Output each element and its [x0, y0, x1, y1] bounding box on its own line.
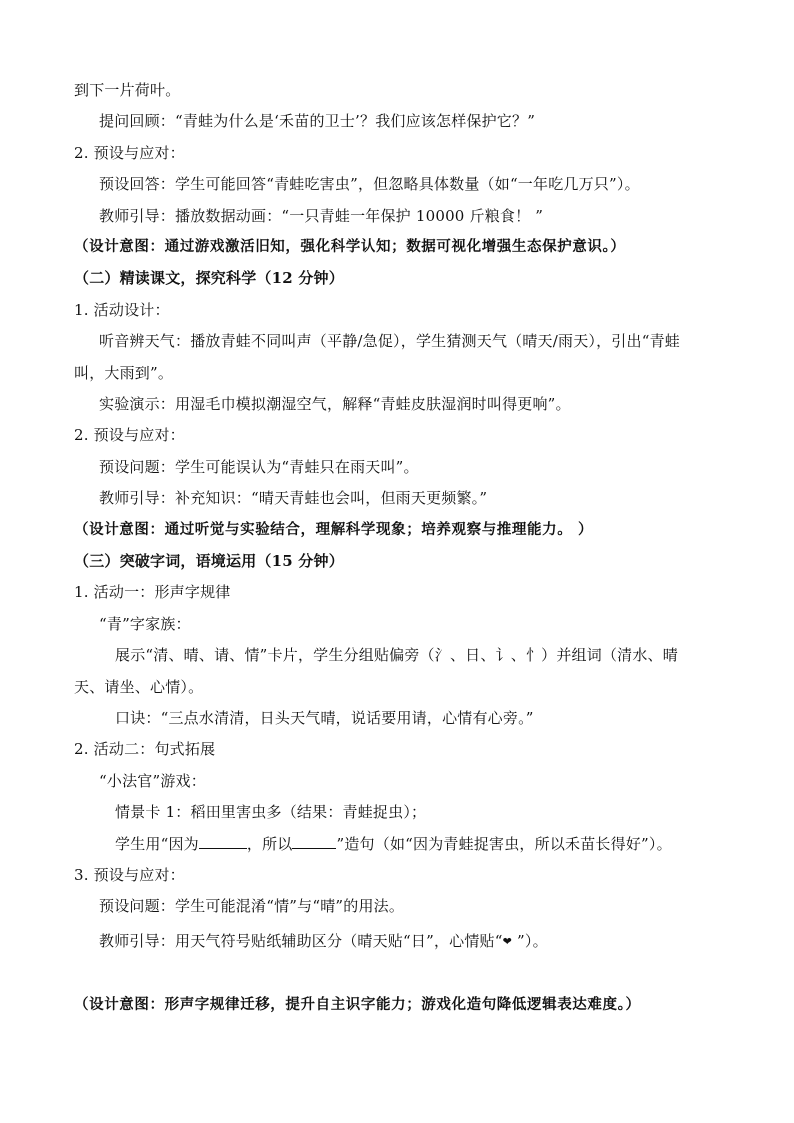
- list-heading: 2. 预设与应对：: [74, 144, 185, 162]
- design-intent-note: （设计意图：通过游戏激活旧知，强化科学认知；数据可视化增强生态保护意识。）: [74, 238, 626, 255]
- section-heading: （二）精读课文，探究科学（12 分钟）: [74, 269, 344, 287]
- list-heading: 2. 活动二：句式拓展: [74, 740, 216, 758]
- text-line: 口诀：“三点水清清，日头天气晴，说话要用请，心情有心旁。”: [115, 709, 534, 727]
- text-line: 教师引导：补充知识：“晴天青蛙也会叫，但雨天更频繁。”: [99, 489, 488, 507]
- text-line: 预设问题：学生可能误认为“青蛙只在雨天叫”。: [99, 458, 419, 476]
- text-line: 实验演示：用湿毛巾模拟潮湿空气，解释“青蛙皮肤湿润时叫得更响”。: [99, 395, 571, 413]
- text-line: 天、请坐、心情）。: [74, 678, 204, 696]
- text-line: 叫，大雨到”。: [74, 364, 174, 382]
- text-line: 情景卡 1：稻田里害虫多（结果：青蛙捉虫）；: [115, 803, 427, 821]
- text-fragment: 教师引导：用天气符号贴纸辅助区分（晴天贴“日”，心情贴“: [99, 932, 503, 950]
- text-line: 预设回答：学生可能回答“青蛙吃害虫”，但忽略具体数量（如“一年吃几万只”）。: [99, 175, 640, 193]
- list-heading: 3. 预设与应对：: [74, 866, 185, 884]
- sentence-pattern-line: [115, 834, 672, 854]
- fill-blank-1: [199, 834, 247, 849]
- list-heading: 1. 活动一：形声字规律: [74, 583, 231, 601]
- text-fragment: ”造句（如“因为青蛙捉害虫，所以禾苗长得好”）。: [336, 835, 672, 853]
- fill-blank-2: [292, 834, 336, 849]
- section-heading: （三）突破字词，语境运用（15 分钟）: [74, 552, 344, 570]
- text-line: “小法官”游戏：: [99, 772, 206, 790]
- text-line-with-heart: [99, 931, 548, 952]
- text-line: 预设问题：学生可能混淆“情”与“晴”的用法。: [99, 897, 405, 915]
- text-fragment: 学生用“因为: [115, 835, 199, 853]
- design-intent-note: （设计意图：形声字规律迁移，提升自主识字能力；游戏化造句降低逻辑表达难度。）: [74, 996, 641, 1013]
- text-fragment: ，所以: [246, 835, 293, 853]
- text-line: 提问回顾：“青蛙为什么是‘禾苗的卫士’？我们应该怎样保护它？”: [99, 112, 536, 130]
- text-line: 到下一片荷叶。: [74, 81, 181, 99]
- text-line: “青”字家族：: [99, 615, 191, 633]
- text-line: 教师引导：播放数据动画：“一只青蛙一年保护 10000 斤粮食！ ”: [99, 207, 544, 225]
- design-intent-note: （设计意图：通过听觉与实验结合，理解科学现象；培养观察与推理能力。 ）: [74, 521, 594, 538]
- list-heading: 2. 预设与应对：: [74, 426, 185, 444]
- heart-icon: ❤: [502, 935, 513, 948]
- text-line: 听音辨天气：播放青蛙不同叫声（平静/急促），学生猜测天气（晴天/雨天），引出“青蛙: [99, 332, 680, 350]
- text-fragment: ”）。: [512, 932, 548, 950]
- text-line: 展示“清、晴、请、情”卡片，学生分组贴偏旁（氵、日、讠、忄）并组词（清水、晴: [115, 646, 678, 664]
- list-heading: 1. 活动设计：: [74, 301, 170, 319]
